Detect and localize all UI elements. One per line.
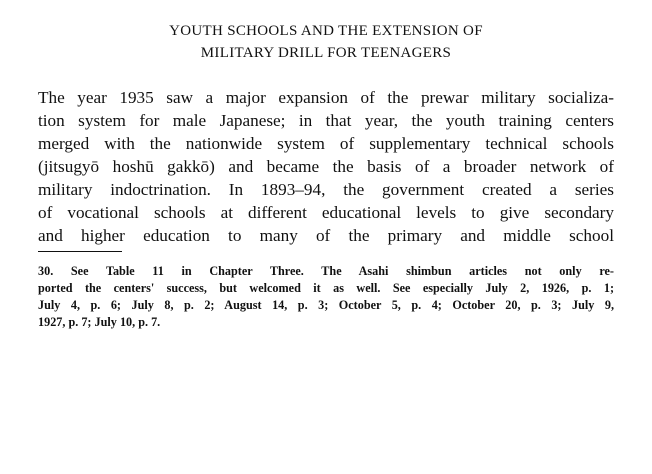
body-text-line: The year 1935 saw a major expansion of the prewar military socializa- — [38, 88, 614, 107]
body-text-line: tion system for male Japanese; in that year, the youth training centers — [38, 111, 614, 130]
footnote-separator-rule — [38, 251, 122, 252]
body-text-line: of vocational schools at different educational levels to give secondary — [38, 203, 614, 222]
footnote-line: ported the centers' success, but welcomed it as well. See especially July 2, 1926, p. 1; — [38, 281, 614, 295]
body-text-line: and higher education to many of the primary and middle school — [38, 226, 614, 245]
section-heading-line-1: YOUTH SCHOOLS AND THE EXTENSION OF — [169, 23, 483, 39]
footnote-line: 30. See Table 11 in Chapter Three. The Asahi shimbun articles not only re- — [38, 264, 614, 278]
body-text-line: merged with the nationwide system of supplementary technical schools — [38, 134, 614, 153]
body-text-line: military indoctrination. In 1893–94, the government created a series — [38, 180, 614, 199]
footnote-line: 1927, p. 7; July 10, p. 7. — [38, 315, 161, 329]
body-text-line: (jitsugyō hoshū gakkō) and became the basis of a broader network of — [38, 157, 614, 176]
footnote-line: July 4, p. 6; July 8, p. 2; August 14, p. 3; October 5, p. 4; October 20, p. 3; July 9, — [38, 298, 614, 312]
section-heading-line-2: MILITARY DRILL FOR TEENAGERS — [200, 45, 452, 61]
